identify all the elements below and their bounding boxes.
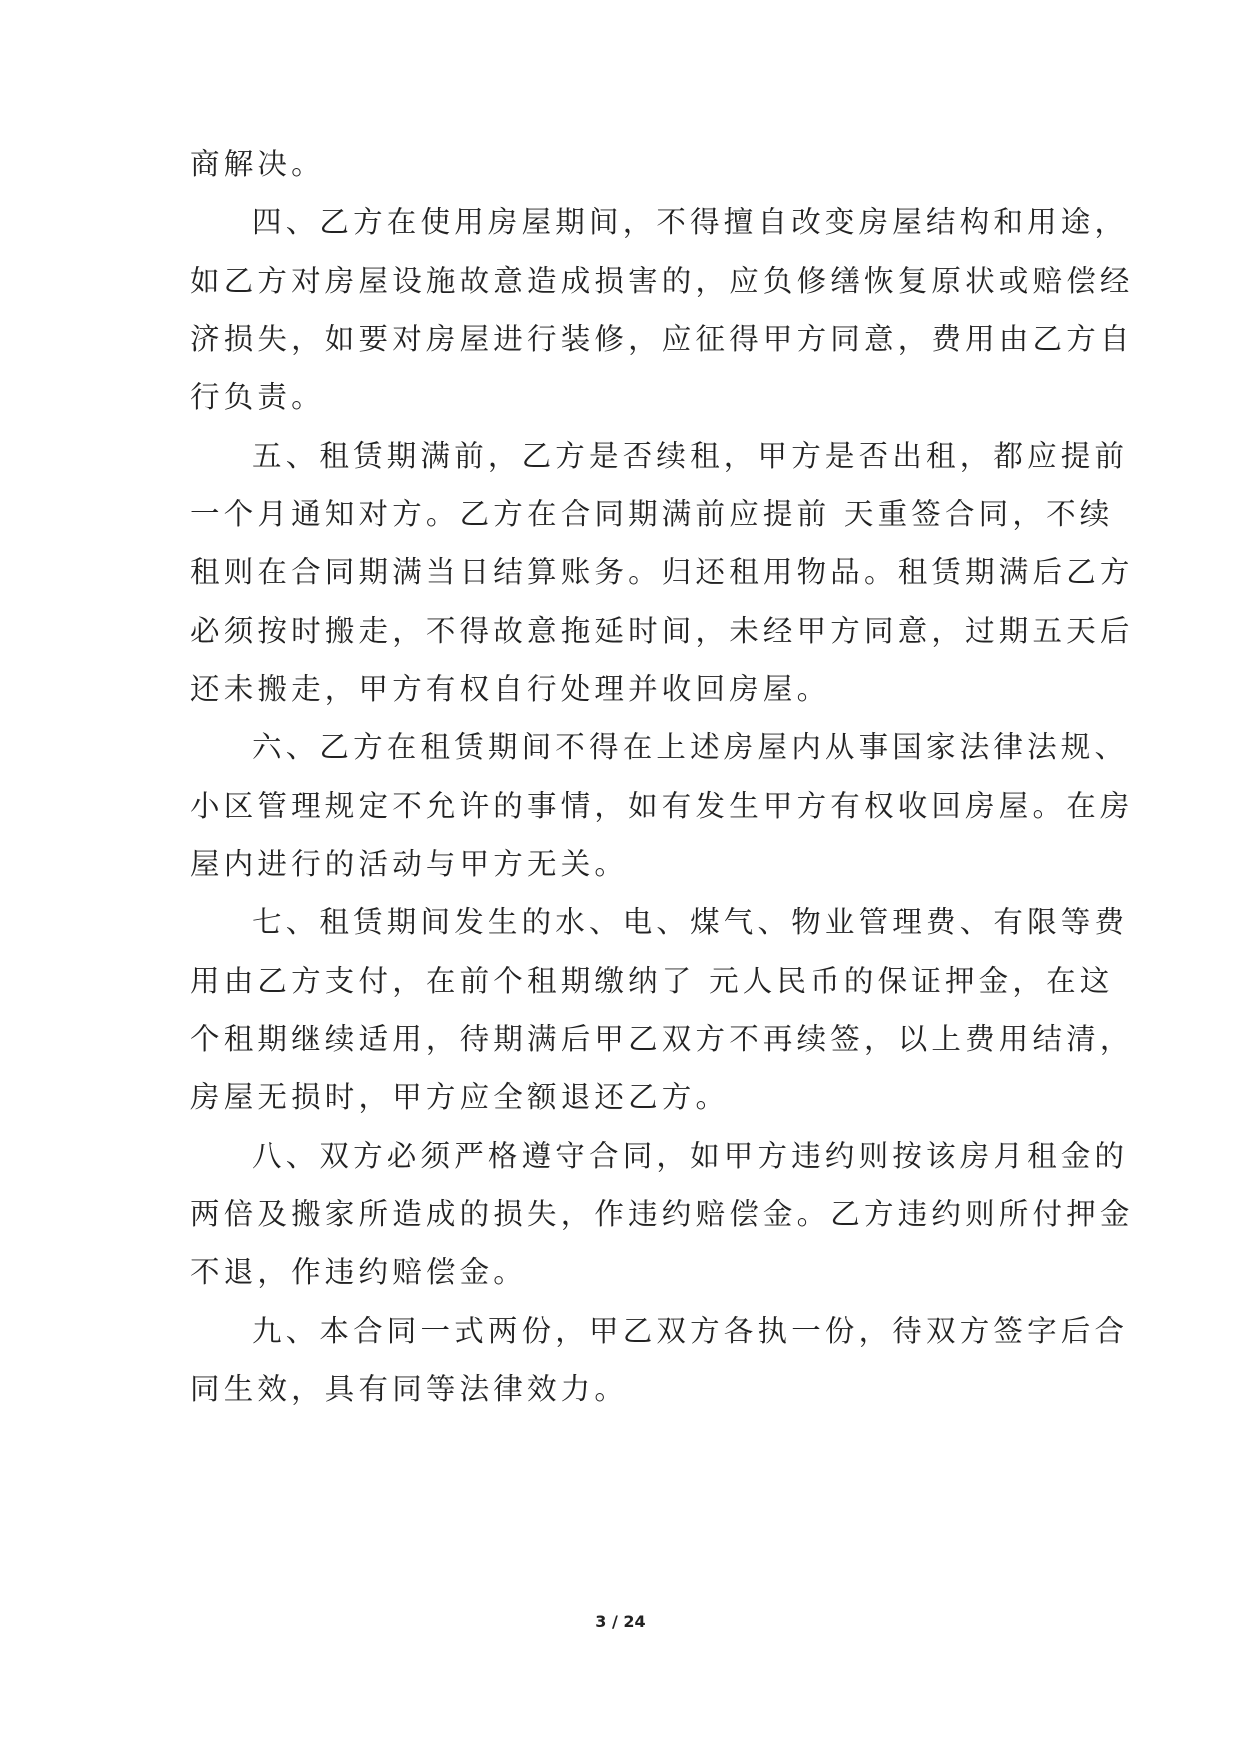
paragraph-line: 济损失，如要对房屋进行装修，应征得甲方同意，费用由乙方自 [190, 322, 1134, 356]
paragraph-line: 个租期继续适用，待期满后甲乙双方不再续签，以上费用结清， [190, 1022, 1134, 1056]
paragraph-line: 还未搬走，甲方有权自行处理并收回房屋。 [190, 672, 831, 706]
paragraph-line: 同生效，具有同等法律效力。 [190, 1372, 629, 1406]
paragraph-line: 屋内进行的活动与甲方无关。 [190, 847, 629, 881]
paragraph-line: 必须按时搬走，不得故意拖延时间，未经甲方同意，过期五天后 [190, 614, 1134, 648]
paragraph-line: 四、乙方在使用房屋期间，不得擅自改变房屋结构和用途， [252, 205, 1129, 239]
paragraph-line: 七、租赁期间发生的水、电、煤气、物业管理费、有限等费 [252, 905, 1129, 939]
paragraph-line: 九、本合同一式两份，甲乙双方各执一份，待双方签字后合 [252, 1314, 1129, 1348]
paragraph-line: 两倍及搬家所造成的损失，作违约赔偿金。乙方违约则所付押金 [190, 1197, 1134, 1231]
paragraph-line: 房屋无损时，甲方应全额退还乙方。 [190, 1080, 730, 1114]
paragraph-line: 租则在合同期满当日结算账务。归还租用物品。租赁期满后乙方 [190, 555, 1134, 589]
paragraph-line: 行负责。 [190, 380, 325, 414]
paragraph-line: 不退，作违约赔偿金。 [190, 1255, 528, 1289]
paragraph-line: 用由乙方支付，在前个租期缴纳了 元人民币的保证押金，在这 [190, 964, 1114, 998]
page-number: 3 / 24 [595, 1612, 646, 1631]
paragraph-line: 六、乙方在租赁期间不得在上述房屋内从事国家法律法规、 [252, 730, 1129, 764]
paragraph-line: 小区管理规定不允许的事情，如有发生甲方有权收回房屋。在房 [190, 789, 1134, 823]
paragraph-line: 八、双方必须严格遵守合同，如甲方违约则按该房月租金的 [252, 1139, 1129, 1173]
paragraph-line: 如乙方对房屋设施故意造成损害的，应负修缮恢复原状或赔偿经 [190, 264, 1134, 298]
paragraph-line: 商解决。 [190, 147, 325, 181]
paragraph-line: 五、租赁期满前，乙方是否续租，甲方是否出租，都应提前 [252, 439, 1129, 473]
paragraph-line: 一个月通知对方。乙方在合同期满前应提前 天重签合同，不续 [190, 497, 1114, 531]
